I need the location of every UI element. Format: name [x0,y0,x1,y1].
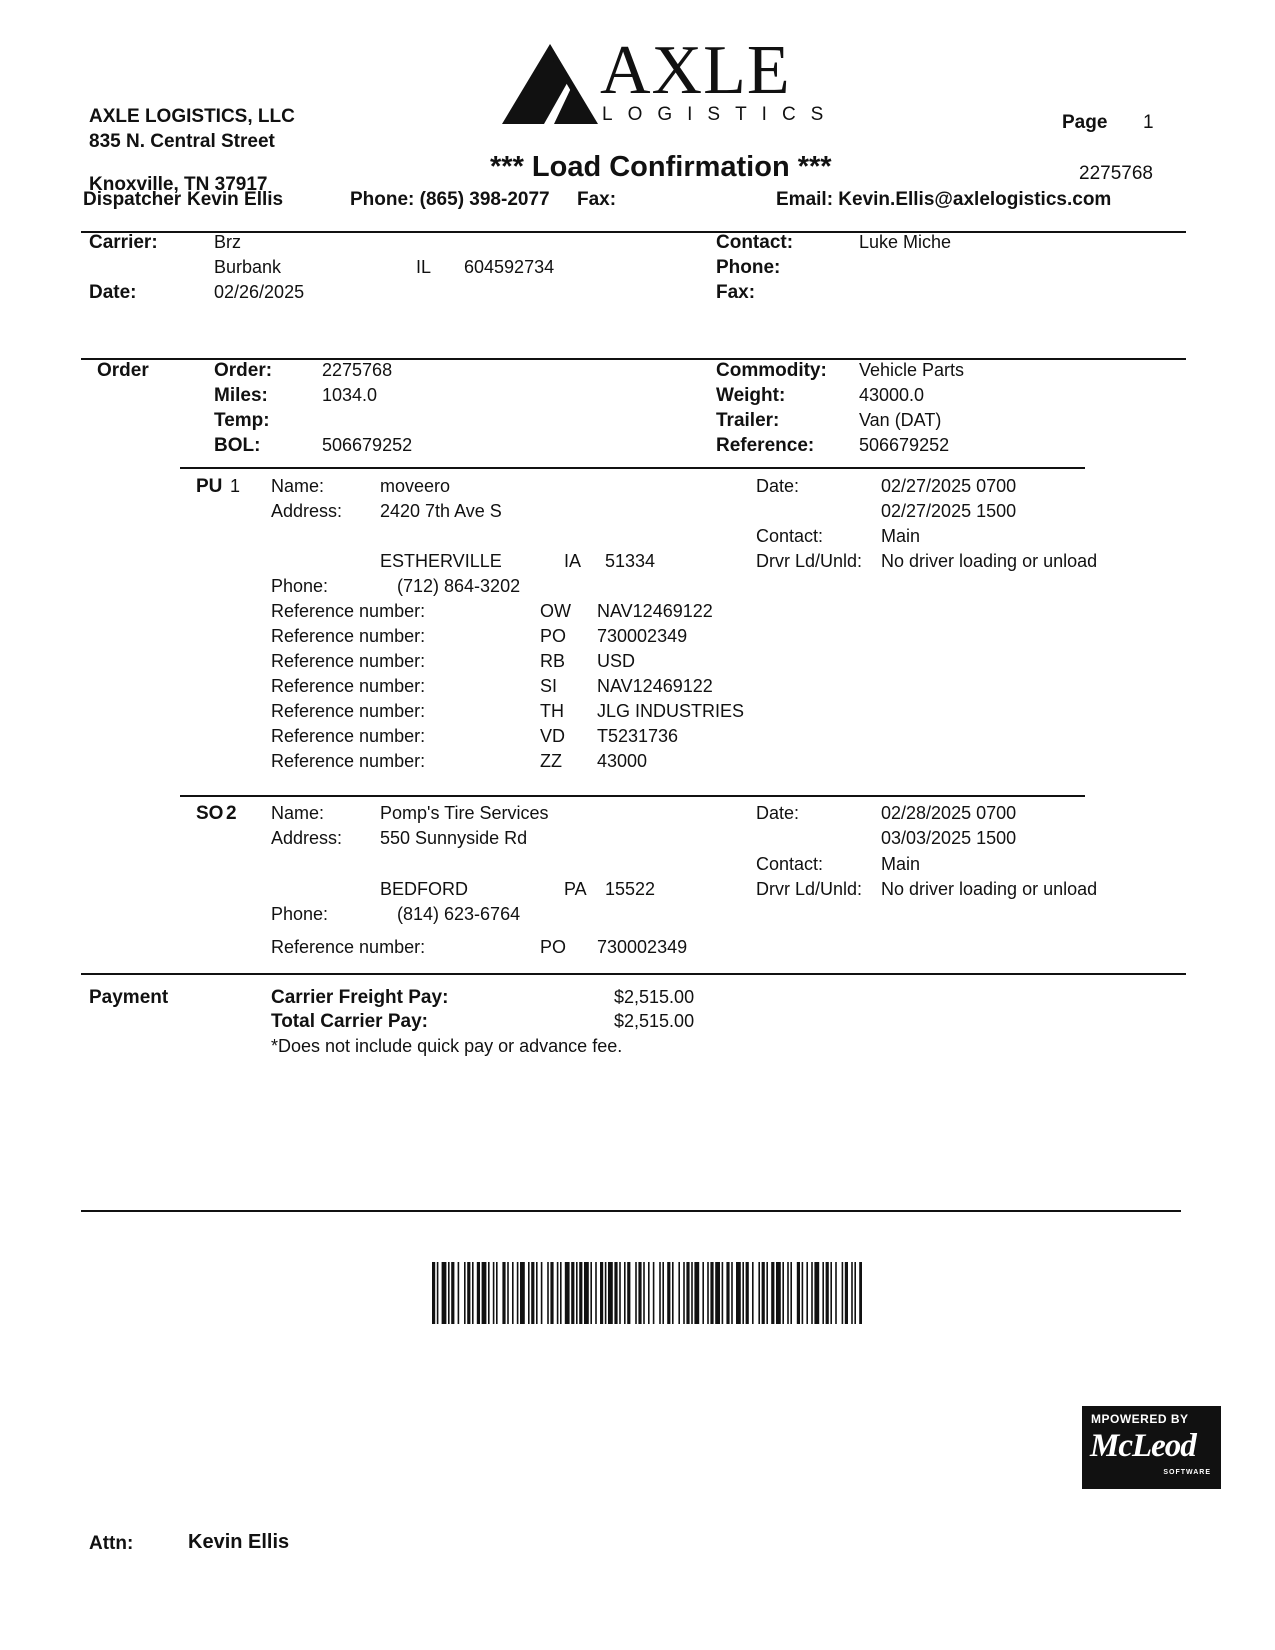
reference-code: RB [540,651,566,671]
stop-drvr: No driver loading or unload [881,551,1098,571]
reference-code: SI [540,676,558,696]
stop-date-end: 02/27/2025 1500 [881,501,1017,521]
dispatcher-email: Email: Kevin.Ellis@axlelogistics.com [776,189,1112,210]
stop-city: BEDFORD [380,879,469,899]
stop-type: SO [196,803,224,824]
reference-label: Reference: [716,435,815,456]
reference-label: Reference number: [271,651,426,671]
reference-label: Reference number: [271,937,426,957]
divider [81,1210,1181,1212]
reference-label: Reference number: [271,701,426,721]
payment-note: *Does not include quick pay or advance fee. [271,1036,623,1056]
reference-code: PO [540,937,567,957]
company-city: Knoxville, TN 37917 [89,174,268,195]
stop-number: 2 [226,803,237,824]
order-miles: 1034.0 [322,385,378,405]
dispatcher-phone: Phone: (865) 398-2077 [350,189,550,210]
reference-value: 730002349 [597,937,688,957]
reference-value: 730002349 [597,626,688,646]
commodity-label: Commodity: [716,360,827,381]
order-label: Order: [214,360,273,381]
phone-label: Phone: [716,257,781,278]
stop-date-label: Date: [756,476,800,496]
dispatcher-name: Kevin Ellis [187,189,284,210]
logo-word: AXLE [600,32,791,109]
reference-code: TH [540,701,564,721]
stop-name: moveero [380,476,451,496]
freight-pay-value: $2,515.00 [614,987,695,1007]
date-label: Date: [89,282,137,303]
document-title: *** Load Confirmation *** [490,151,832,183]
stop-divider [180,795,1085,797]
reference-label: Reference number: [271,751,426,771]
reference-value: NAV12469122 [597,601,713,621]
order-trailer: Van (DAT) [859,410,942,430]
stop-phone: (712) 864-3202 [397,576,521,596]
stop-drvr-label: Drvr Ld/Unld: [756,879,863,899]
reference-label: Reference number: [271,601,426,621]
miles-label: Miles: [214,385,268,406]
stop-zip: 15522 [605,879,656,899]
stop-name-label: Name: [271,476,325,496]
order-commodity: Vehicle Parts [859,360,965,380]
carrier-label: Carrier: [89,232,158,253]
attn-label: Attn: [89,1533,134,1554]
stop-date-label: Date: [756,803,800,823]
company-name: AXLE LOGISTICS, LLC [89,106,295,127]
carrier-name: Brz [214,232,241,252]
stop-contact: Main [881,854,921,874]
bol-label: BOL: [214,435,261,456]
stop-address-label: Address: [271,828,343,848]
stop-phone-label: Phone: [271,576,329,596]
reference-value: JLG INDUSTRIES [597,701,745,721]
stop-address: 2420 7th Ave S [380,501,502,521]
payment-label: Payment [89,987,169,1008]
stop-contact-label: Contact: [756,854,824,874]
stop-address-label: Address: [271,501,343,521]
order-section-label: Order [97,360,149,381]
temp-label: Temp: [214,410,270,431]
stop-drvr-label: Drvr Ld/Unld: [756,551,863,571]
mcleod-software-text: SOFTWARE [1163,1469,1211,1476]
stop-zip: 51334 [605,551,656,571]
load-number: 2275768 [1079,163,1153,184]
dispatcher-label: Dispatcher [83,189,182,210]
stop-contact-label: Contact: [756,526,824,546]
stop-date-start: 02/27/2025 0700 [881,476,1017,496]
order-number: 2275768 [322,360,393,380]
reference-value: USD [597,651,636,671]
powered-by-text: MPOWERED BY [1091,1412,1189,1426]
page-number: 1 [1143,112,1154,133]
company-street: 835 N. Central Street [89,131,275,152]
freight-pay-label: Carrier Freight Pay: [271,987,449,1008]
reference-code: ZZ [540,751,562,771]
stop-type: PU [196,476,223,497]
stop-name-label: Name: [271,803,325,823]
stop-drvr: No driver loading or unload [881,879,1098,899]
weight-label: Weight: [716,385,786,406]
fax-label: Fax: [716,282,756,303]
divider [81,231,1186,233]
stop-address: 550 Sunnyside Rd [380,828,528,848]
carrier-date: 02/26/2025 [214,282,305,302]
company-logo [500,32,839,130]
stop-divider [180,467,1085,469]
reference-code: OW [540,601,571,621]
reference-value: 43000 [597,751,648,771]
reference-label: Reference number: [271,726,426,746]
trailer-label: Trailer: [716,410,780,431]
order-weight: 43000.0 [859,385,925,405]
stop-phone: (814) 623-6764 [397,904,521,924]
mcleod-badge [1082,1406,1221,1489]
reference-code: PO [540,626,567,646]
stop-contact: Main [881,526,921,546]
stop-state: IA [564,551,582,571]
order-bol: 506679252 [322,435,413,455]
dispatcher-fax: Fax: [577,189,617,210]
mcleod-logo-text: McLeod [1090,1428,1196,1464]
total-pay-value: $2,515.00 [614,1011,695,1031]
stop-date-start: 02/28/2025 0700 [881,803,1017,823]
reference-value: T5231736 [597,726,679,746]
page-label: Page [1062,112,1108,133]
reference-label: Reference number: [271,676,426,696]
stop-date-end: 03/03/2025 1500 [881,828,1017,848]
stop-phone-label: Phone: [271,904,329,924]
carrier-contact: Luke Miche [859,232,952,252]
order-reference: 506679252 [859,435,950,455]
stop-state: PA [564,879,587,899]
total-pay-label: Total Carrier Pay: [271,1011,428,1032]
contact-label: Contact: [716,232,794,253]
attn-name: Kevin Ellis [188,1531,290,1553]
barcode-icon [432,1262,862,1324]
logo-sub: LOGISTICS [602,104,839,125]
stop-number: 1 [230,476,241,496]
divider [81,973,1186,975]
reference-value: NAV12469122 [597,676,713,696]
carrier-zip: 604592734 [464,257,555,277]
stop-city: ESTHERVILLE [380,551,502,571]
reference-code: VD [540,726,566,746]
carrier-state: IL [416,257,432,277]
reference-label: Reference number: [271,626,426,646]
stop-name: Pomp's Tire Services [380,803,549,823]
carrier-city: Burbank [214,257,282,277]
